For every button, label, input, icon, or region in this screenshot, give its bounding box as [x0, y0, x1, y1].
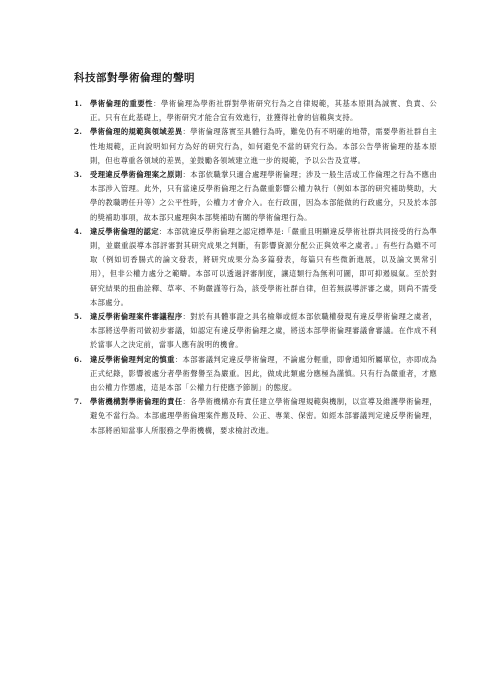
- item-heading: 學術機構對學術倫理的責任: [90, 397, 183, 407]
- statement-item-6: [74, 353, 437, 396]
- statement-list: [74, 97, 437, 438]
- statement-item-2: [74, 125, 437, 168]
- item-body: ：學術倫理落實至具體行為時，難免仍有不明確的地帶，需要學術社群自主性地規範，正向說明如何方為好的研究行為，如何避免不當的研究行為。本部公告學術倫理的基本原則，但也尊重各領域的差異，並鼓勵各領域建立進一步的規範，予以公告及宣導。: [90, 127, 437, 165]
- statement-item-1: [74, 97, 437, 125]
- statement-item-4: [74, 225, 437, 310]
- item-number: 4.: [74, 226, 83, 236]
- item-number: 1.: [74, 99, 83, 108]
- statement-item-3: [74, 168, 437, 225]
- item-number: 3.: [74, 170, 83, 180]
- item-body: ：對於有具體事證之具名檢舉或經本部依職權發現有違反學術倫理之虞者，本部將送學術司做初步審議，如認定有違反學術倫理之虞，將送本部學術倫理審議會審議。在作成不利於當事人之決定前，當事人應有說明的機會。: [90, 312, 437, 350]
- item-heading: 受理違反學術倫理案之原則: [90, 170, 183, 180]
- document-title: 科技部對學術倫理的聲明: [74, 72, 195, 84]
- statement-item-5: [74, 310, 437, 353]
- item-body: ：本部依職掌只適合處理學術倫理；涉及一般生活或工作倫理之行為不應由本部涉入管理。此外，只有當違反學術倫理之行為嚴重影響公權力執行（例如本部的研究補助獎助，大學的教職聘任升等）之公平性時，公權力才會介入。在行政面，因為本部能做的行政處分，只及於本部的獎補助事項，故本部只處理與本部獎補助有關的學術倫理行為。: [90, 170, 437, 222]
- item-body: ：學術倫理為學術社群對學術研究行為之自律規範，其基本原則為誠實、負責、公正。只有在此基礎上，學術研究才能合宜有效進行，並獲得社會的信賴與支持。: [90, 99, 437, 123]
- item-body: ：本部審議判定違反學術倫理，不論處分輕重，即會通知所屬單位，亦即成為正式紀錄，影響被處分者學術聲譽至為嚴重。因此，做成此類處分應極為謹慎。只有行為嚴重者，才應由公權力作懲處，這是本部「公權力行使應予節制」的態度。: [90, 354, 437, 393]
- item-number: 5.: [74, 312, 83, 322]
- statement-item-7: [74, 395, 437, 438]
- item-number: 6.: [74, 354, 83, 364]
- item-body: ：各學術機構亦有責任建立學術倫理規範與機制，以宣導及維護學術倫理，避免不當行為。本部處理學術倫理案件應及時、公正、專業、保密。如經本部審議判定違反學術倫理，本部將函知當事人所服務之學術機構，要求檢討改進。: [90, 397, 437, 435]
- item-number: 2.: [74, 127, 83, 137]
- item-heading: 違反學術倫理判定的慎重: [90, 354, 175, 364]
- item-heading: 違反學術倫理的認定: [90, 226, 159, 236]
- item-heading: 學術倫理的規範與領域差異: [90, 127, 183, 137]
- item-body: ：本部就違反學術倫理之認定標準是:「嚴重且明顯違反學術社群共同接受的行為準則，並嚴重誤導本部評審對其研究成果之判斷，有影響資源分配公正與效率之虞者。」有些行為雖不可取（例如切香腸式的論文發表，將研究成果分為多篇發表，每篇只有些微新進展，以及論文異常引用），但非公權力處分之範疇。本部可以透過評審制度，讓這類行為無利可圖，即可抑遏風氣。至於對研究結果的扭曲詮釋、草率、不夠嚴謹等行為，該受學術社群自律，但若無誤導評審之虞，則尚不需受本部處分。: [90, 226, 437, 307]
- item-heading: 學術倫理的重要性: [90, 99, 154, 108]
- item-number: 7.: [74, 397, 83, 407]
- item-heading: 違反學術倫理案件審議程序: [90, 312, 183, 322]
